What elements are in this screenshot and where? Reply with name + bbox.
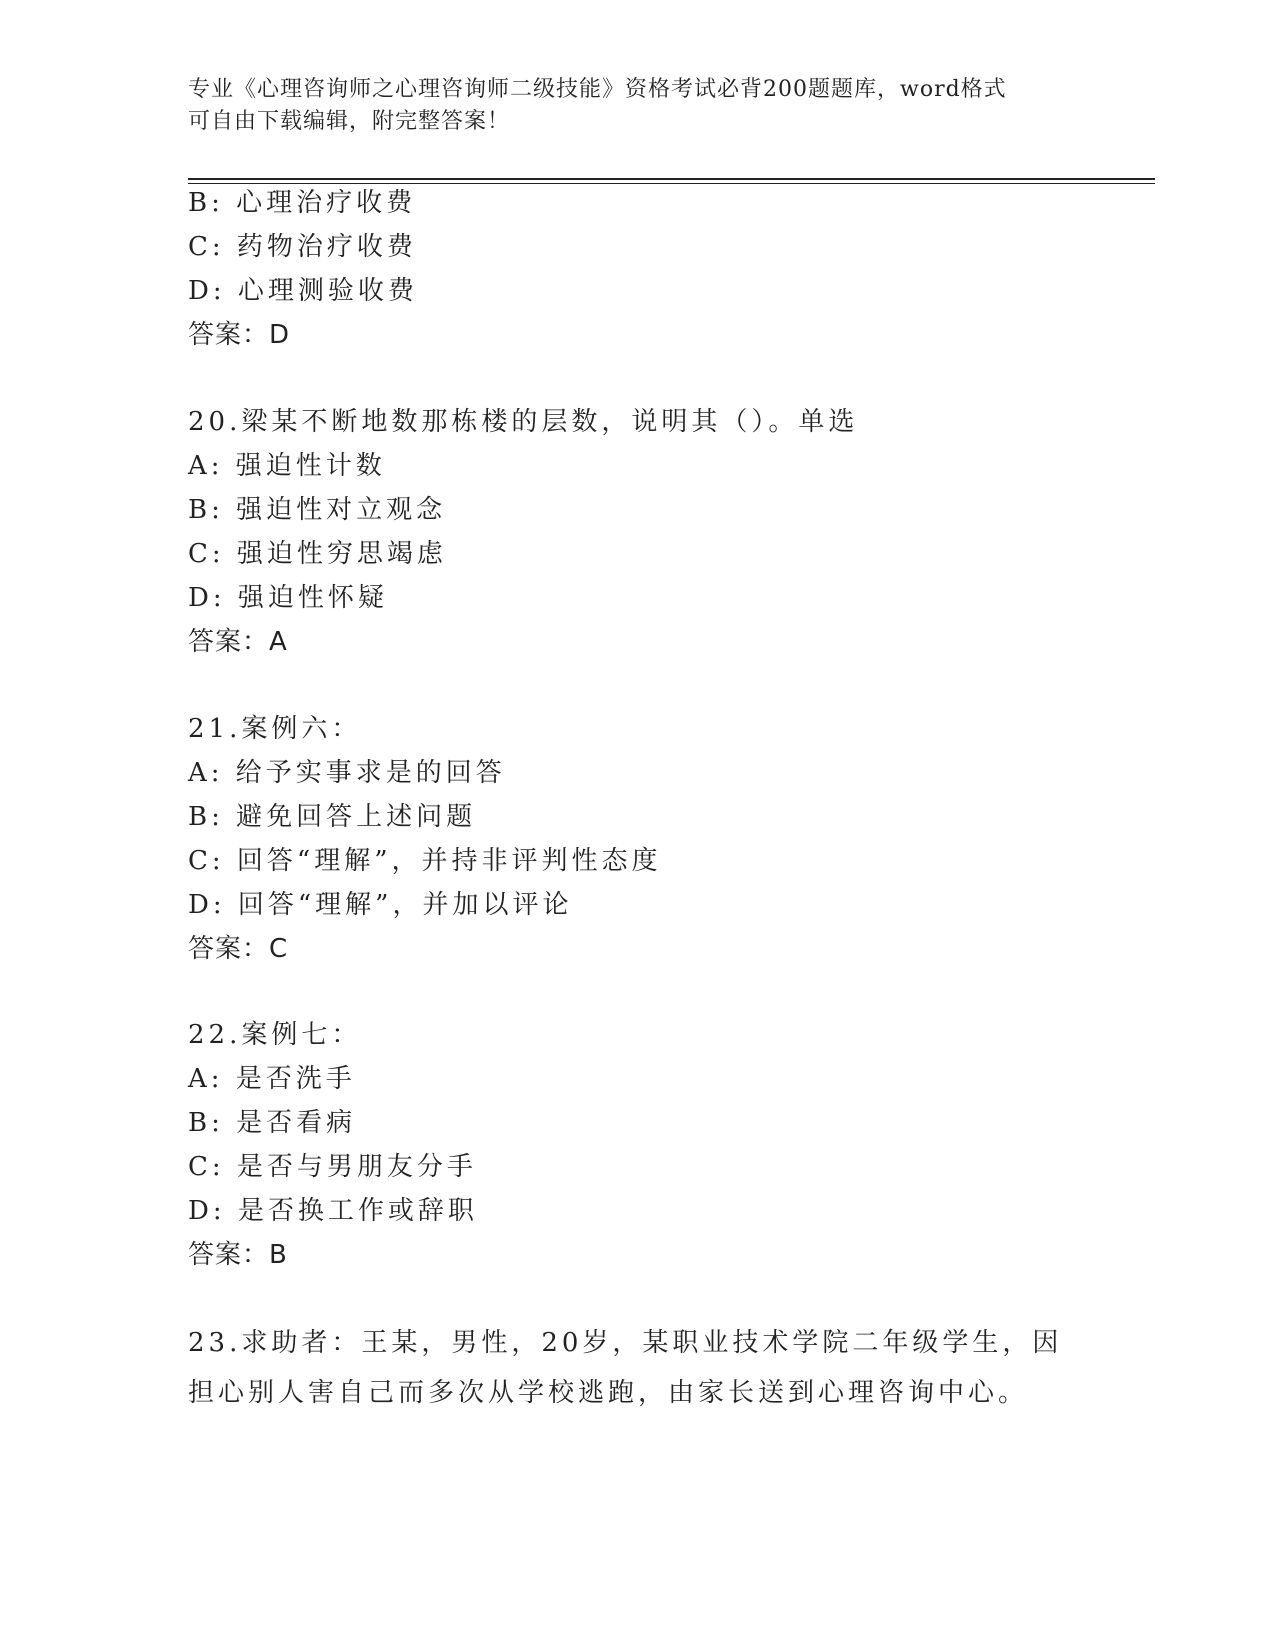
q19-option-b: B: 心理治疗收费: [188, 188, 417, 218]
q22-option-b: B: 是否看病: [188, 1108, 357, 1138]
q21-option-a: A: 给予实事求是的回答: [188, 758, 506, 788]
q20-option-d: D: 强迫性怀疑: [188, 583, 388, 613]
q19-option-d: D: 心理测验收费: [188, 276, 418, 306]
q20-answer: 答案：A: [188, 627, 288, 657]
q23-stem: 23.求助者：王某，男性，20岁，某职业技术学院二年级学生，因担心别人害自己而多次从学校逃跑，由家长送到心理咨询中心。: [188, 1328, 1063, 1408]
q21-option-b: B: 避免回答上述问题: [188, 802, 477, 832]
header-divider-thick: [188, 178, 1155, 180]
q19-answer: 答案：D: [188, 320, 291, 350]
q19-option-c: C: 药物治疗收费: [188, 232, 417, 262]
q22-answer: 答案：B: [188, 1240, 288, 1270]
header-divider-thin: [188, 183, 1155, 184]
q22-option-a: A: 是否洗手: [188, 1064, 356, 1094]
document-header: [188, 74, 1088, 138]
q20-option-b: B: 强迫性对立观念: [188, 495, 447, 525]
q22-stem: 22.案例七：: [188, 1020, 362, 1050]
q22-option-c: C: 是否与男朋友分手: [188, 1152, 477, 1182]
q21-option-c: C: 回答“理解”，并持非评判性态度: [188, 846, 662, 876]
q22-option-d: D: 是否换工作或辞职: [188, 1196, 478, 1226]
q21-stem: 21.案例六：: [188, 714, 362, 744]
q20-option-c: C: 强迫性穷思竭虑: [188, 539, 447, 569]
header-line-1: 专业《心理咨询师之心理咨询师二级技能》资格考试必背200题题库，word格式: [188, 77, 1007, 102]
q21-answer: 答案：C: [188, 934, 289, 964]
q20-option-a: A: 强迫性计数: [188, 451, 386, 481]
q20-stem: 20.梁某不断地数那栋楼的层数，说明其（）。单选: [188, 407, 859, 437]
q21-option-d: D: 回答“理解”，并加以评论: [188, 890, 573, 920]
header-line-2: 可自由下载编辑，附完整答案！: [188, 109, 511, 134]
